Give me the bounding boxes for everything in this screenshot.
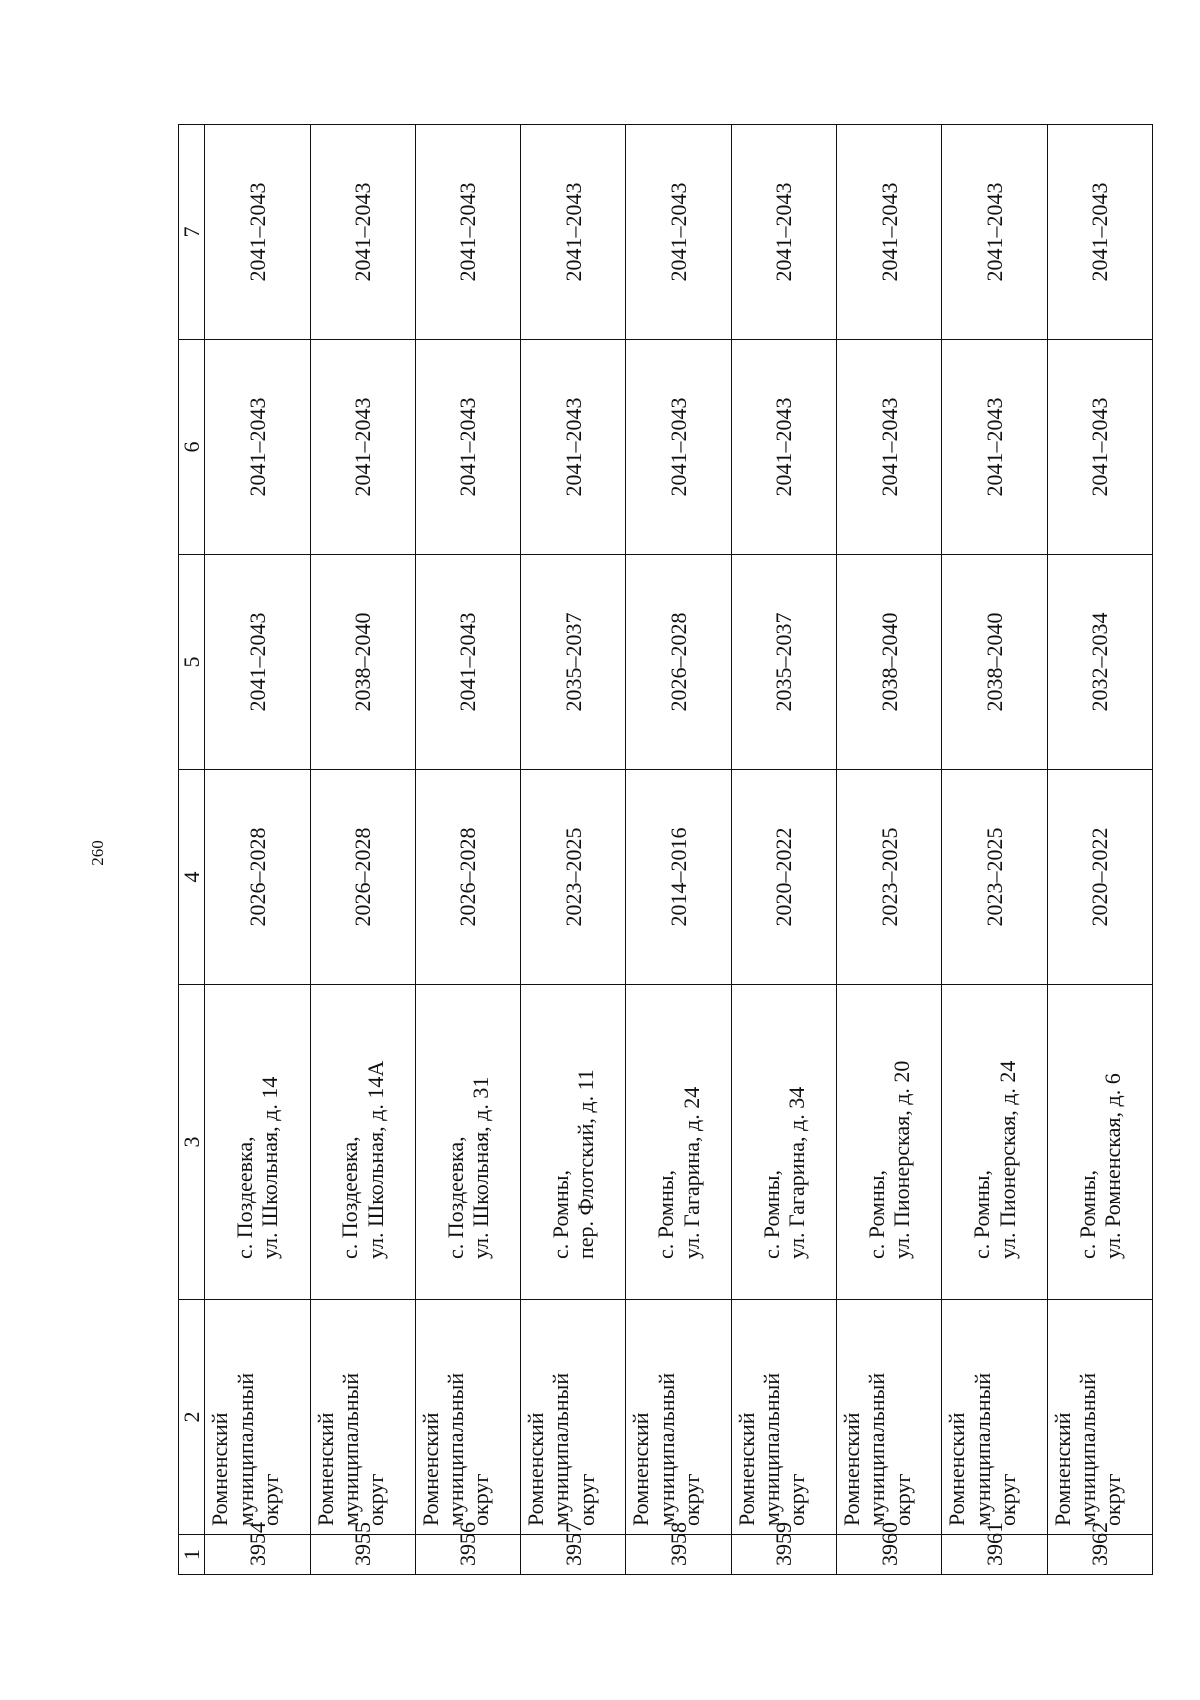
period-cell-4-line: 2023–2025 (560, 827, 586, 927)
header-cell-4: 4 (179, 770, 205, 985)
district-cell-line: округ (363, 1473, 389, 1526)
period-cell-5-line: 2038–2040 (981, 612, 1007, 712)
address-cell-line: с. Поздеевка, (337, 1136, 363, 1259)
period-cell-5 (310, 555, 415, 770)
row-id-cell-line: 3958 (665, 1522, 691, 1566)
table-row (626, 125, 731, 1575)
period-cell-5-line: 2038–2040 (350, 612, 376, 712)
table-row (837, 125, 942, 1575)
period-cell-6-line: 2041–2043 (455, 397, 481, 497)
district-cell-line: Ромненский (523, 1412, 549, 1526)
period-cell-7 (626, 125, 731, 340)
period-cell-5-line: 2038–2040 (876, 612, 902, 712)
row-id-cell-line: 3955 (350, 1522, 376, 1566)
period-cell-5 (837, 555, 942, 770)
district-cell (626, 1300, 731, 1535)
row-id-cell-line: 3954 (244, 1522, 270, 1566)
district-cell-line: округ (994, 1473, 1020, 1526)
address-cell (205, 985, 310, 1300)
row-id-cell-line: 3956 (455, 1522, 481, 1566)
period-cell-7-line: 2041–2043 (981, 182, 1007, 282)
period-cell-4-line: 2020–2022 (771, 827, 797, 927)
period-cell-4-line: 2020–2022 (1087, 827, 1113, 927)
period-cell-4-line: 2023–2025 (876, 827, 902, 927)
district-cell (942, 1300, 1047, 1535)
row-id-cell-line: 3957 (560, 1522, 586, 1566)
row-id-cell-line: 3960 (876, 1522, 902, 1566)
period-cell-6-line: 2041–2043 (771, 397, 797, 497)
row-id-cell (415, 1522, 520, 1575)
period-cell-5 (942, 555, 1047, 770)
period-cell-5-line: 2032–2034 (1087, 612, 1113, 712)
period-cell-6 (731, 340, 836, 555)
address-cell (837, 985, 942, 1300)
row-id-cell (837, 1522, 942, 1575)
period-cell-7-line: 2041–2043 (455, 182, 481, 282)
row-id-cell (521, 1522, 626, 1575)
header-cell-5: 5 (179, 555, 205, 770)
schedule-table-container (178, 125, 1153, 1575)
address-cell (310, 985, 415, 1300)
row-id-cell-line: 3962 (1087, 1522, 1113, 1566)
address-cell-line: с. Ромны, (758, 1169, 784, 1259)
period-cell-5 (415, 555, 520, 770)
table-row (310, 125, 415, 1575)
district-cell-line: Ромненский (312, 1412, 338, 1526)
period-cell-7 (415, 125, 520, 340)
period-cell-6-line: 2041–2043 (665, 397, 691, 497)
period-cell-6 (521, 340, 626, 555)
district-cell-line: округ (1100, 1473, 1126, 1526)
period-cell-6 (837, 340, 942, 555)
period-cell-7-line: 2041–2043 (876, 182, 902, 282)
table-row (415, 125, 520, 1575)
period-cell-5-line: 2035–2037 (771, 612, 797, 712)
district-cell (415, 1300, 520, 1535)
district-cell-line: округ (679, 1473, 705, 1526)
district-cell-line: округ (257, 1473, 283, 1526)
address-cell-line: с. Ромны, (1074, 1169, 1100, 1259)
period-cell-7 (1047, 125, 1152, 340)
period-cell-4 (942, 770, 1047, 985)
district-cell-line: округ (889, 1473, 915, 1526)
district-cell (310, 1300, 415, 1535)
address-cell-line: ул. Школьная, д. 14 (257, 1076, 283, 1259)
district-cell-line: муниципальный (759, 1372, 785, 1526)
period-cell-6 (1047, 340, 1152, 555)
period-cell-4 (1047, 770, 1152, 985)
period-cell-5 (731, 555, 836, 770)
table-body (205, 125, 1153, 1575)
district-cell-line: Ромненский (733, 1412, 759, 1526)
district-cell-line: муниципальный (864, 1372, 890, 1526)
period-cell-5 (521, 555, 626, 770)
address-cell (626, 985, 731, 1300)
period-cell-7 (837, 125, 942, 340)
period-cell-4 (310, 770, 415, 985)
address-cell-line: ул. Школьная, д. 31 (468, 1076, 494, 1259)
district-cell-line: муниципальный (653, 1372, 679, 1526)
period-cell-5-line: 2041–2043 (244, 612, 270, 712)
address-cell (521, 985, 626, 1300)
header-cell-7: 7 (179, 125, 205, 340)
district-cell-line: округ (573, 1473, 599, 1526)
row-id-cell (205, 1522, 310, 1575)
row-id-cell (731, 1522, 836, 1575)
address-cell (731, 985, 836, 1300)
address-cell-line: с. Ромны, (548, 1169, 574, 1259)
district-cell-line: муниципальный (232, 1372, 258, 1526)
period-cell-4-line: 2026–2028 (244, 827, 270, 927)
table-row (731, 125, 836, 1575)
row-id-cell-line: 3959 (771, 1522, 797, 1566)
district-cell-line: муниципальный (337, 1372, 363, 1526)
header-cell-1: 1 (179, 1535, 205, 1575)
address-cell (942, 985, 1047, 1300)
period-cell-6-line: 2041–2043 (350, 397, 376, 497)
district-cell-line: муниципальный (1074, 1372, 1100, 1526)
period-cell-4-line: 2026–2028 (455, 827, 481, 927)
district-cell (205, 1300, 310, 1535)
address-cell-line: с. Поздеевка, (442, 1136, 468, 1259)
district-cell-line: Ромненский (1049, 1412, 1075, 1526)
period-cell-6 (626, 340, 731, 555)
district-cell-line: муниципальный (548, 1372, 574, 1526)
table-row (942, 125, 1047, 1575)
district-cell (1047, 1300, 1152, 1535)
district-cell-line: Ромненский (417, 1412, 443, 1526)
address-cell-line: с. Ромны, (969, 1169, 995, 1259)
period-cell-7 (310, 125, 415, 340)
table-row (205, 125, 310, 1575)
district-cell-line: муниципальный (969, 1372, 995, 1526)
row-id-cell (626, 1522, 731, 1575)
district-cell-line: округ (468, 1473, 494, 1526)
period-cell-5-line: 2041–2043 (455, 612, 481, 712)
period-cell-6-line: 2041–2043 (876, 397, 902, 497)
period-cell-7 (942, 125, 1047, 340)
header-cell-2: 2 (179, 1300, 205, 1535)
period-cell-7-line: 2041–2043 (771, 182, 797, 282)
address-cell-line: пер. Флотский, д. 11 (573, 1069, 599, 1259)
period-cell-7 (731, 125, 836, 340)
period-cell-6-line: 2041–2043 (981, 397, 1007, 497)
period-cell-6 (942, 340, 1047, 555)
period-cell-7-line: 2041–2043 (1087, 182, 1113, 282)
period-cell-7-line: 2041–2043 (665, 182, 691, 282)
period-cell-7 (521, 125, 626, 340)
district-cell-line: округ (784, 1473, 810, 1526)
district-cell-line: муниципальный (443, 1372, 469, 1526)
row-id-cell (1047, 1522, 1152, 1575)
period-cell-6-line: 2041–2043 (1087, 397, 1113, 497)
header-cell-3: 3 (179, 985, 205, 1300)
table-row (521, 125, 626, 1575)
district-cell (731, 1300, 836, 1535)
address-cell (415, 985, 520, 1300)
address-cell-line: ул. Пионерская, д. 24 (994, 1060, 1020, 1259)
period-cell-6-line: 2041–2043 (244, 397, 270, 497)
period-cell-4-line: 2014–2016 (665, 827, 691, 927)
page-number: 260 (88, 840, 107, 866)
row-id-cell (310, 1522, 415, 1575)
address-cell-line: с. Ромны, (863, 1169, 889, 1259)
period-cell-4-line: 2023–2025 (981, 827, 1007, 927)
address-cell-line: ул. Ромненская, д. 6 (1099, 1073, 1125, 1259)
row-id-cell (942, 1522, 1047, 1575)
period-cell-7-line: 2041–2043 (244, 182, 270, 282)
address-cell-line: с. Поздеевка, (232, 1136, 258, 1259)
period-cell-6 (205, 340, 310, 555)
address-cell-line: ул. Школьная, д. 14А (362, 1060, 388, 1259)
district-cell (837, 1300, 942, 1535)
period-cell-4 (521, 770, 626, 985)
period-cell-4 (626, 770, 731, 985)
table-row (1047, 125, 1152, 1575)
district-cell-line: Ромненский (944, 1412, 970, 1526)
period-cell-5-line: 2026–2028 (665, 612, 691, 712)
period-cell-4 (837, 770, 942, 985)
period-cell-5 (1047, 555, 1152, 770)
district-cell-line: Ромненский (207, 1412, 233, 1526)
district-cell (521, 1300, 626, 1535)
period-cell-7-line: 2041–2043 (560, 182, 586, 282)
schedule-table (178, 124, 1153, 1575)
rotated-table (178, 125, 1153, 1575)
address-cell-line: с. Ромны, (653, 1169, 679, 1259)
address-cell-line: ул. Гагарина, д. 24 (678, 1086, 704, 1259)
district-cell-line: Ромненский (628, 1412, 654, 1526)
district-cell-line: Ромненский (839, 1412, 865, 1526)
period-cell-7-line: 2041–2043 (350, 182, 376, 282)
period-cell-5-line: 2035–2037 (560, 612, 586, 712)
period-cell-4-line: 2026–2028 (350, 827, 376, 927)
period-cell-6-line: 2041–2043 (560, 397, 586, 497)
period-cell-7 (205, 125, 310, 340)
address-cell (1047, 985, 1152, 1300)
period-cell-4 (731, 770, 836, 985)
period-cell-5 (205, 555, 310, 770)
header-cell-6: 6 (179, 340, 205, 555)
period-cell-4 (415, 770, 520, 985)
address-cell-line: ул. Гагарина, д. 34 (783, 1086, 809, 1259)
row-id-cell-line: 3961 (981, 1522, 1007, 1566)
period-cell-5 (626, 555, 731, 770)
header-row (179, 125, 205, 1575)
period-cell-6 (415, 340, 520, 555)
period-cell-4 (205, 770, 310, 985)
address-cell-line: ул. Пионерская, д. 20 (889, 1060, 915, 1259)
period-cell-6 (310, 340, 415, 555)
